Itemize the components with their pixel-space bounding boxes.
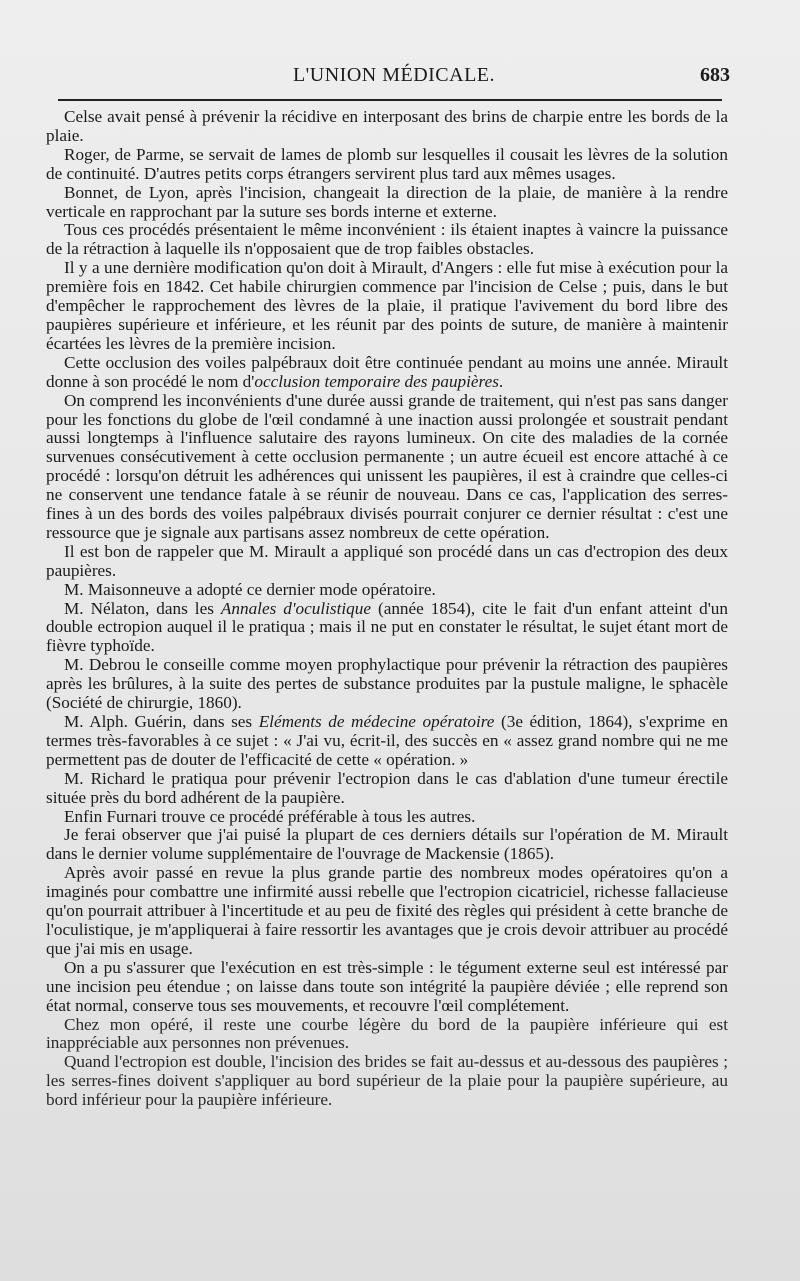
page-header bbox=[58, 64, 730, 94]
paragraph bbox=[46, 354, 728, 392]
paragraph: Il y a une dernière modification qu'on doit à Mirault, d'Angers : elle fut mise à exécution pour la première fois en 1842. Cet habile chirurgien commence par l'incision de Celse ; puis, dans le but d'empêcher le rapprochement des lèvres de la plaie, il pratique l'avivement du bord libre des paupières supérieure et inférieure, et les réunit par des points de suture, de manière à maintenir écartées les lèvres de la première incision. bbox=[46, 258, 728, 353]
running-title: L'UNION MÉDICALE. bbox=[292, 64, 496, 86]
paragraph: Roger, de Parme, se servait de lames de plomb sur lesquelles il cousait les lèvres de la solution de continuité. D'autres petits corps étrangers servirent plus tard aux mêmes usages. bbox=[46, 144, 728, 183]
paragraph: On a pu s'assurer que l'exécution en est très-simple : le tégument externe seul est intéressé par une incision peu étendue ; on laisse dans toute son intégrité la paupière déviée ; elle reprend son état normal, conserve tous ses mouvements, et recouvre l'œil complétement. bbox=[46, 957, 728, 1015]
paragraph: M. Maisonneuve a adopté ce dernier mode opératoire. bbox=[64, 579, 436, 599]
paragraph-text: . bbox=[498, 371, 504, 391]
paragraph: Tous ces procédés présentaient le même inconvénient : ils étaient inaptes à vaincre la puissance de la rétraction à laquelle ils n'opposaient que de trop faibles obstacles. bbox=[46, 220, 728, 259]
paragraph-text: M. Alph. Guérin, dans ses bbox=[64, 712, 259, 731]
page-number: 683 bbox=[700, 64, 730, 86]
paragraph bbox=[46, 713, 728, 770]
paragraph: Celse avait pensé à prévenir la récidive en interposant des brins de charpie entre les bords de la plaie. bbox=[46, 107, 728, 145]
paragraph: On comprend les inconvénients d'une durée aussi grande de traitement, qui n'est pas sans danger pour les fonctions du globe de l'œil condamné à une inaction aussi prolongée et soustrait pendant aussi longtemps à l'influence salutaire des rayons lumineux. On cite des maladies de la cornée survenues consécutivement à cette occlusion permanente ; un autre écueil est encore attaché à ce procédé : lorsqu'on détruit les adhérences qui unissent les paupières, il est à craindre que celles-ci ne conservent une tendance fatale à se réunir de nouveau. Dans ce cas, l'application des serres-fines à un des bords des voiles palpébraux divisés pourrait conjurer ce dernier résultat : c'est une ressource que je signale aux partisans assez nombreux de cette opération. bbox=[46, 390, 728, 542]
italic-title: Annales d'oculistique bbox=[220, 598, 371, 618]
paragraph: M. Debrou le conseille comme moyen prophylactique pour prévenir la rétraction des paupières après les brûlures, à la suite des pertes de substance produites par la pustule maligne, le sphacèle (Société de chirurgie, 1860). bbox=[46, 655, 728, 713]
italic-title: Eléments de médecine opératoire bbox=[258, 712, 495, 731]
paragraph: M. Richard le pratiqua pour prévenir l'ectropion dans le cas d'ablation d'une tumeur érectile située près du bord adhérent de la paupière. bbox=[46, 768, 728, 807]
page-body bbox=[46, 108, 728, 1110]
paragraph: Bonnet, de Lyon, après l'incision, changeait la direction de la plaie, de manière à la rendre verticale en rapprochant par la suture ses bords interne et externe. bbox=[46, 182, 728, 221]
paragraph: Il est bon de rappeler que M. Mirault a appliqué son procédé dans un cas d'ectropion des deux paupières. bbox=[46, 541, 728, 580]
paragraph: Après avoir passé en revue la plus grande partie des nombreux modes opératoires qu'on a imaginés pour combattre une infirmité aussi rebelle que l'ectropion cicatriciel, richesse fallacieuse qu'on pourrait attribuer à l'incertitude et au peu de fixité des règles qui président à cette branche de l'oculistique, je m'appliquerai à faire ressortir les avantages que je crois devoir attribuer au procédé que j'ai mis en usage. bbox=[46, 863, 728, 958]
paragraph-text: M. Nélaton, dans les bbox=[64, 598, 221, 618]
paragraph-text: Cette occlusion des voiles palpébraux doit être continuée pendant au moins une année. Mirault donne à son procédé le nom d' bbox=[46, 352, 728, 391]
paragraph: Quand l'ectropion est double, l'incision des brides se fait au-dessus et au-dessous des paupières ; les serres-fines doivent s'appliquer au bord supérieur de la plaie pour la paupière supérieure, au bord inférieur pour la paupière inférieure. bbox=[46, 1052, 728, 1110]
paragraph bbox=[46, 600, 728, 657]
header-rule bbox=[58, 99, 722, 101]
paragraph: Enfin Furnari trouve ce procédé préférable à tous les autres. bbox=[64, 806, 476, 826]
paragraph: Chez mon opéré, il reste une courbe légère du bord de la paupière inférieure qui est inappréciable aux personnes non prévenues. bbox=[46, 1014, 728, 1053]
paragraph-text: (année 1854), cite le fait d'un enfant atteint d'un double ectropion auquel il le pratiqua ; mais il ne put en constater le résultat, le sujet étant mort de fièvre typhoïde. bbox=[46, 598, 728, 656]
paragraph-text: (3e édition, 1864), s'exprime en termes très-favorables à ce sujet : « J'ai vu, écrit-il, des succès en « assez grand nombre qui ne me permettent pas de douter de l'efficacité de cette « opération. » bbox=[46, 712, 728, 769]
italic-title: occlusion temporaire des paupières bbox=[254, 371, 499, 391]
paragraph: Je ferai observer que j'ai puisé la plupart de ces derniers détails sur l'opération de M. Mirault dans le dernier volume supplémentaire de l'ouvrage de Mackensie (1865). bbox=[46, 825, 728, 864]
